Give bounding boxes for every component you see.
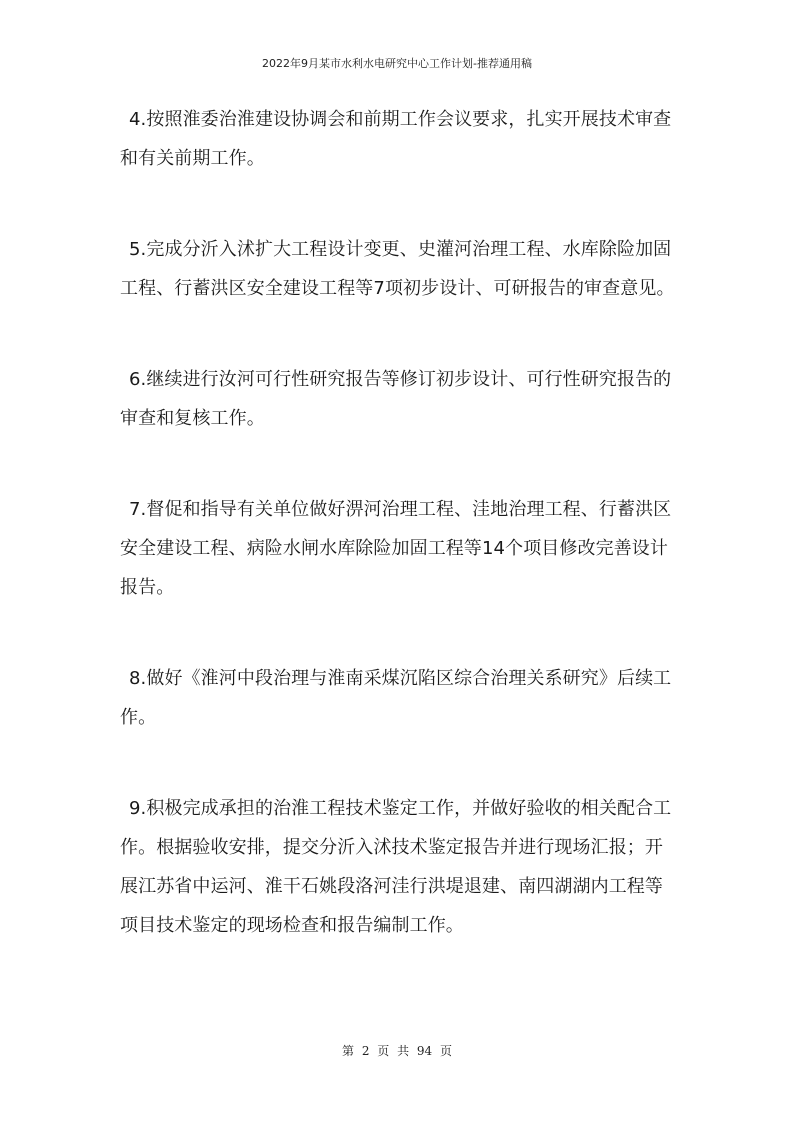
document-body: [120, 100, 676, 997]
page-header: 2022年9月某市水利水电研究中心工作计划-推荐通用稿: [262, 57, 532, 70]
page-number-footer: 第 2 页 共 94 页: [342, 1044, 452, 1058]
paragraph-item-9: 9.积极完成承担的治淮工程技术鉴定工作，并做好验收的相关配合工作。根据验收安排，提交分沂入沭技术鉴定报告并进行现场汇报；开展江苏省中运河、淮干石姚段洛河洼行洪堤退建、南四湖湖内工程等项目技术鉴定的现场检查和报告编制工作。: [120, 798, 672, 936]
paragraph-item-5: 5.完成分沂入沭扩大工程设计变更、史灌河治理工程、水库除险加固工程、行蓄洪区安全建设工程等7项初步设计、可研报告的审查意见。: [120, 239, 675, 299]
paragraph-item-6: 6.继续进行汝河可行性研究报告等修订初步设计、可行性研究报告的审查和复核工作。: [120, 369, 672, 429]
paragraph-item-7: 7.督促和指导有关单位做好淠河治理工程、洼地治理工程、行蓄洪区安全建设工程、病险水闸水库除险加固工程等14个项目修改完善设计报告。: [120, 499, 672, 598]
paragraph-item-4: 4.按照淮委治淮建设协调会和前期工作会议要求，扎实开展技术审查和有关前期工作。: [120, 109, 672, 169]
paragraph-item-8: 8.做好《淮河中段治理与淮南采煤沉陷区综合治理关系研究》后续工作。: [120, 668, 672, 728]
